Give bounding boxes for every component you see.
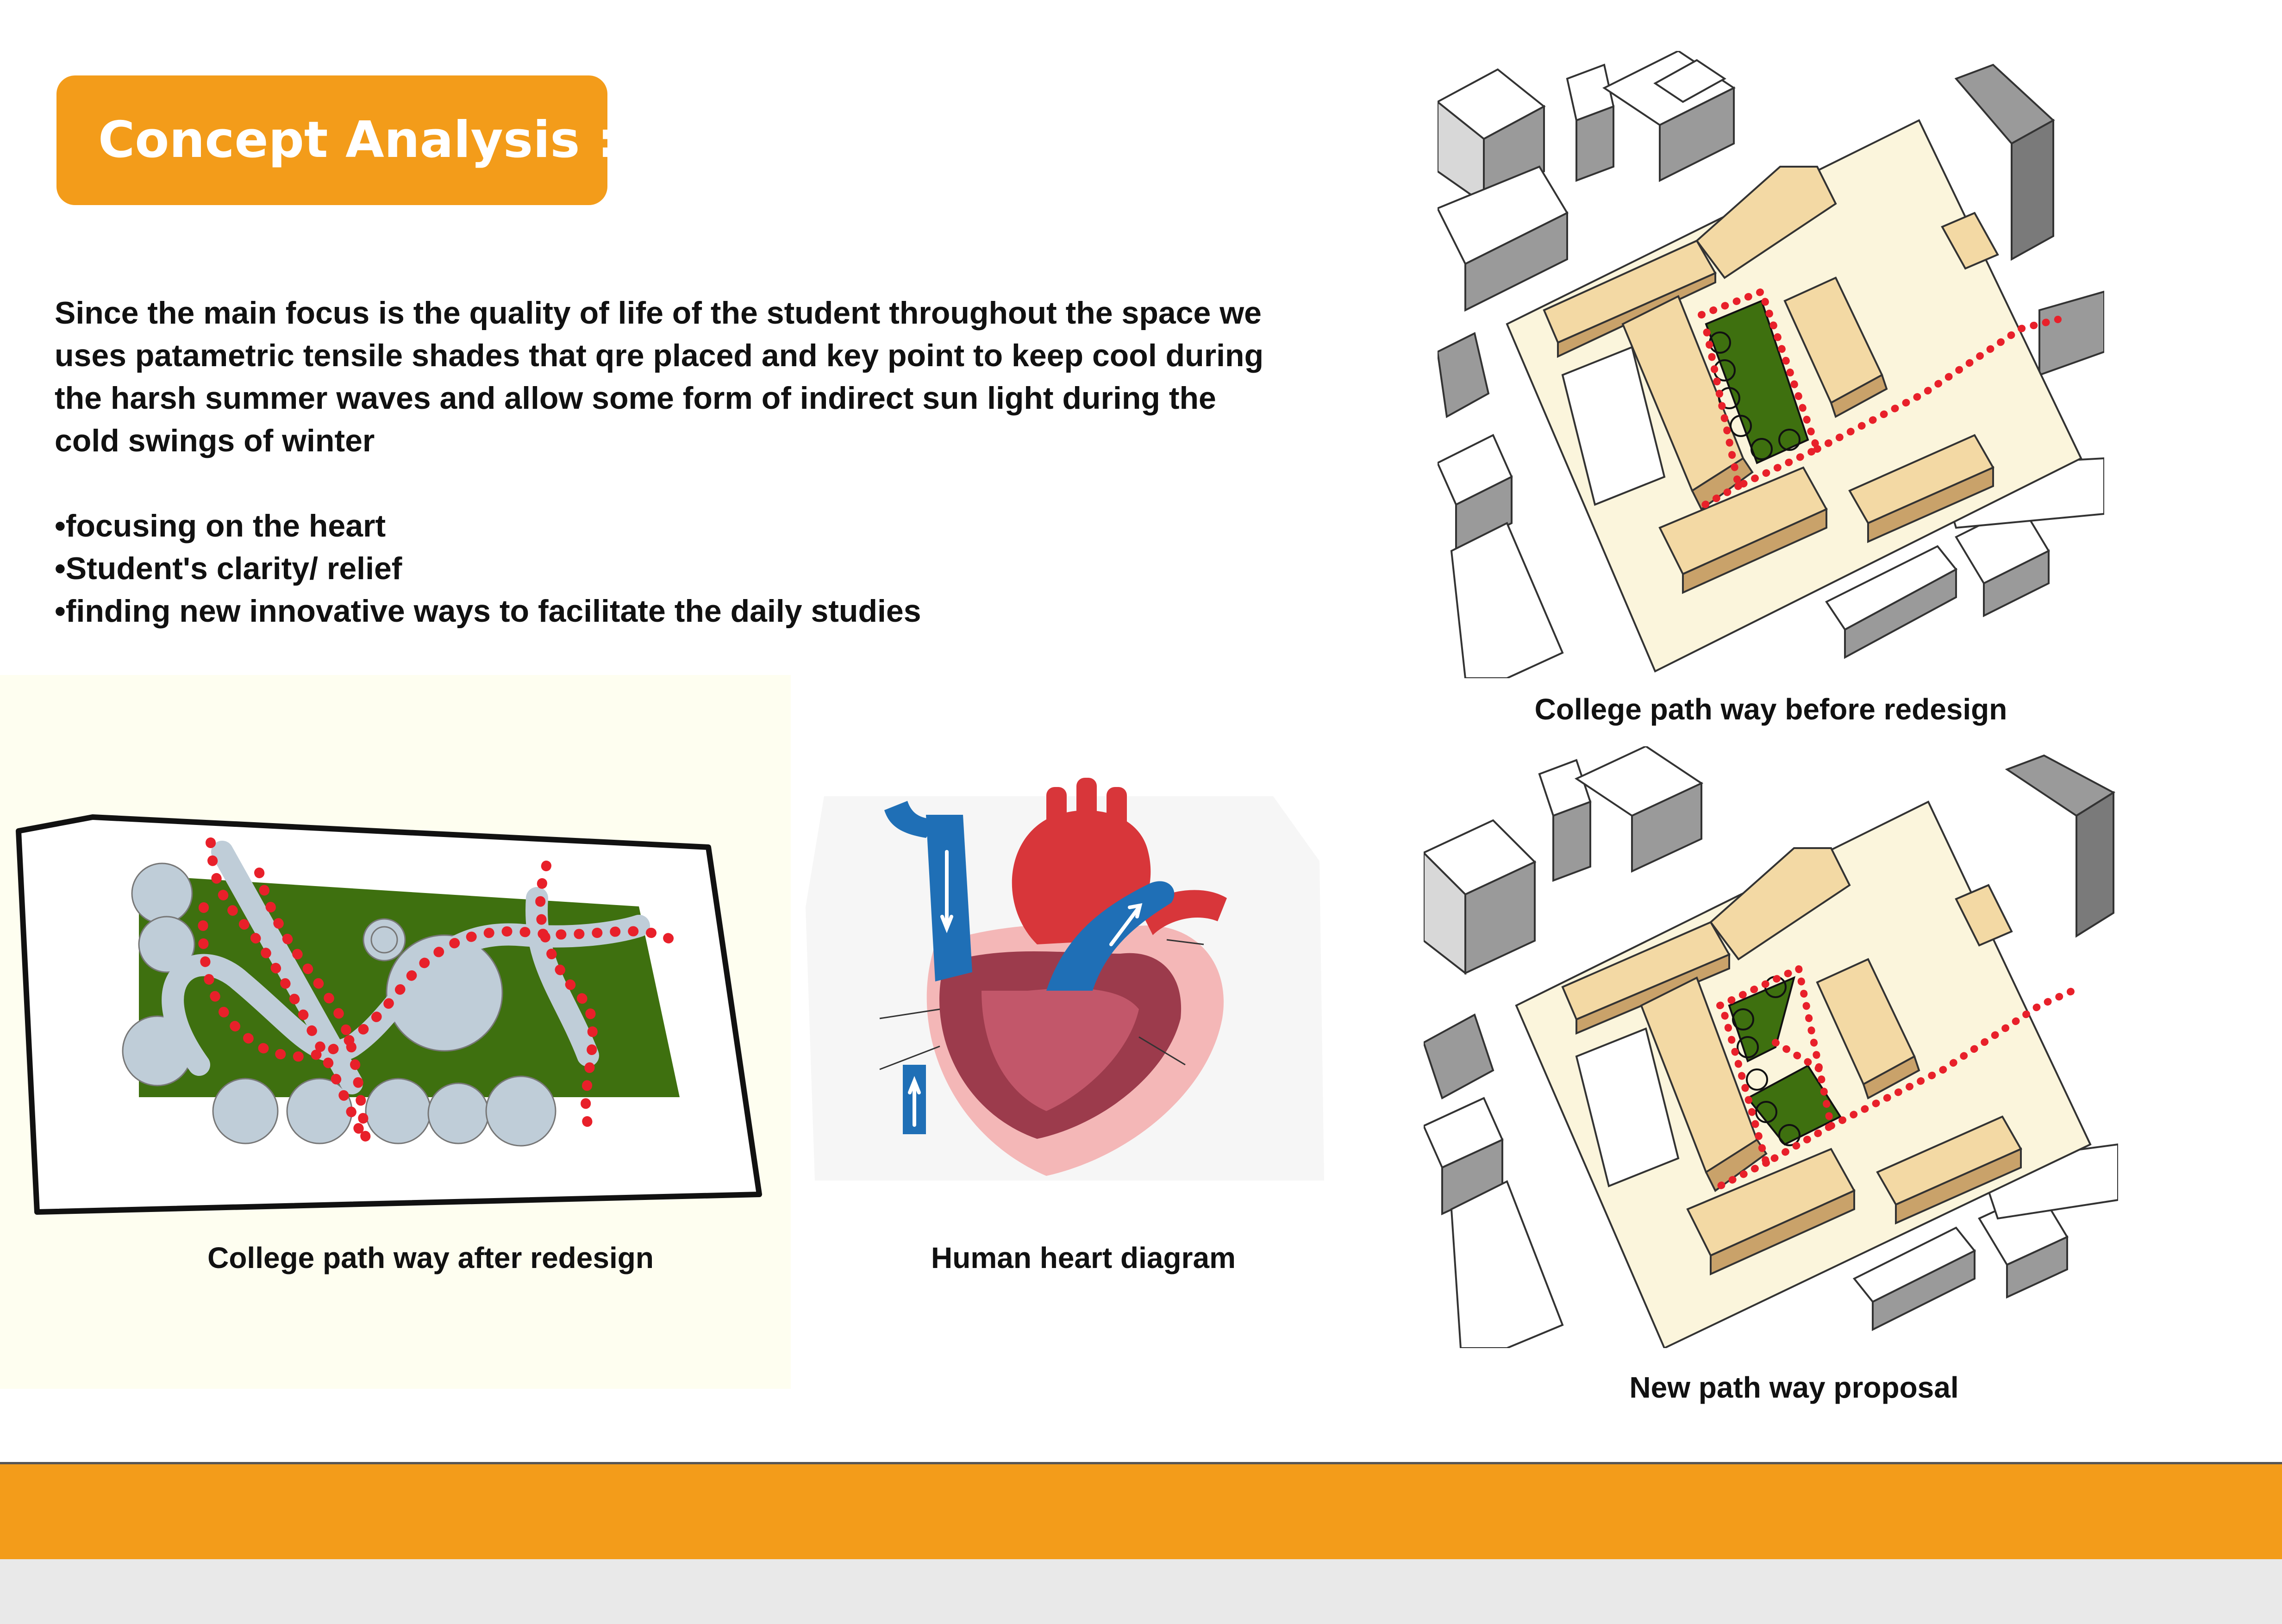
- new-proposal-diagram: [1424, 746, 2118, 1348]
- footer-strip: [0, 1559, 2282, 1624]
- page-title: Concept Analysis :: [98, 111, 618, 169]
- title-banner: [56, 75, 618, 205]
- before-redesign-diagram: [1438, 51, 2104, 678]
- intro-paragraph: Since the main focus is the quality of life of the student throughout the space we uses patametric tensile shades that qre placed and key point to keep cool during the harsh summer waves and allow some form of indirect sun light during the cold swings of winter: [55, 295, 1264, 458]
- bullet-item: •finding new innovative ways to facilitate the daily studies: [55, 593, 921, 629]
- heart-diagram: [787, 768, 1343, 1194]
- bullet-item: •focusing on the heart: [55, 508, 386, 543]
- after-redesign-diagram: [0, 787, 791, 1231]
- bullet-list: [55, 505, 1258, 632]
- caption-after-redesign: College path way after redesign: [207, 1241, 654, 1274]
- caption-before-redesign: College path way before redesign: [1534, 693, 2007, 726]
- footer-bar: [0, 1462, 2282, 1562]
- bullet-item: •Student's clarity/ relief: [55, 551, 402, 586]
- caption-new-proposal: New path way proposal: [1629, 1371, 1959, 1404]
- caption-heart: Human heart diagram: [931, 1241, 1236, 1274]
